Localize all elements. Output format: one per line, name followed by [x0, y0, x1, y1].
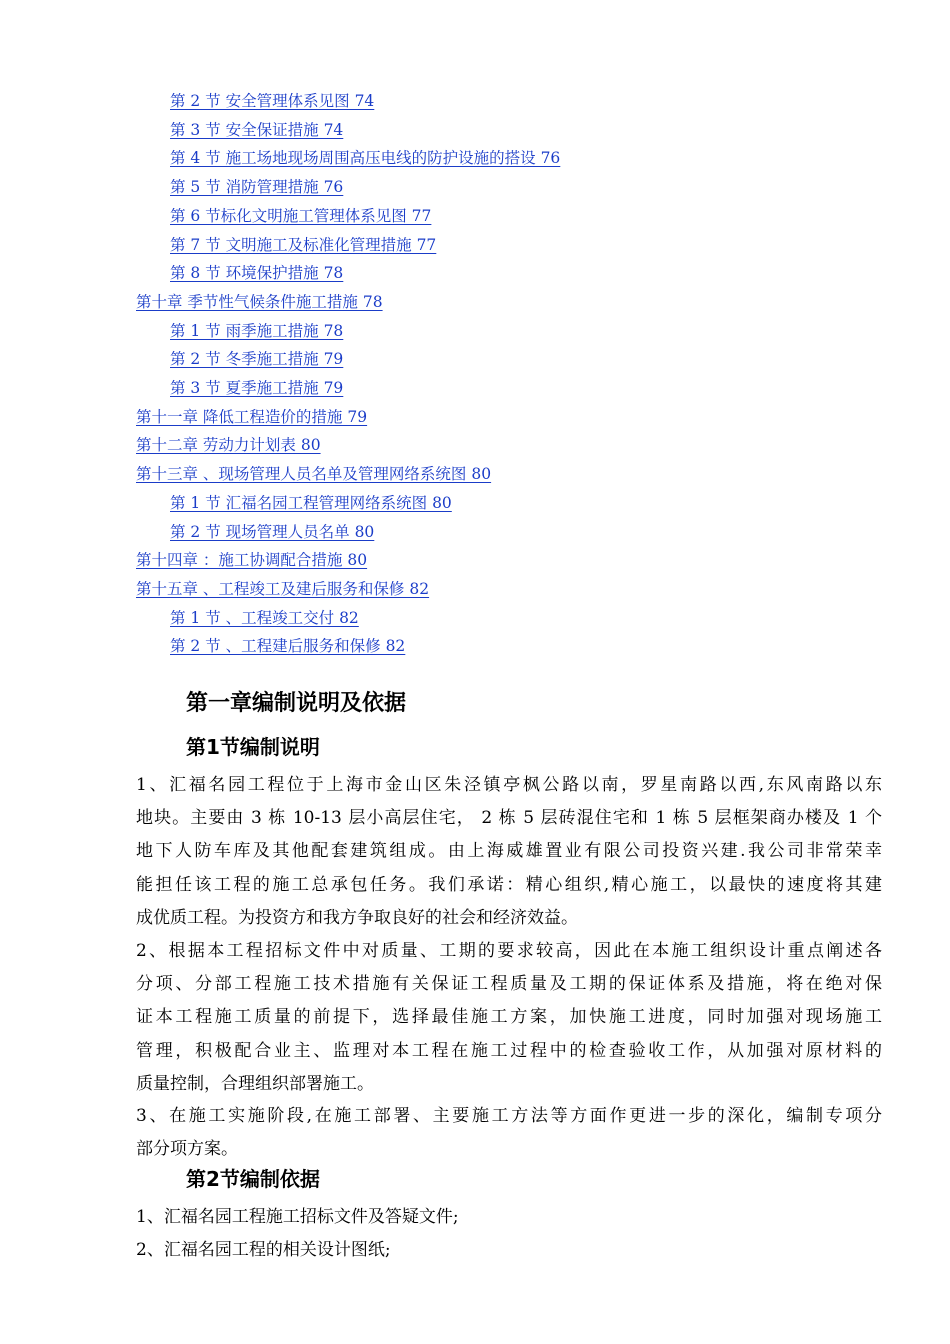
toc-entry[interactable]: 第 1 节 汇福名园工程管理网络系统图 80 [170, 493, 452, 512]
toc-entry[interactable]: 第 2 节 现场管理人员名单 80 [170, 522, 375, 541]
paragraph [136, 769, 882, 935]
text-line: 质量控制，合理组织部署施工。 [136, 1073, 374, 1094]
list [136, 1201, 882, 1267]
toc-chapter-entry[interactable]: 第十二章 劳动力计划表 80 [136, 436, 321, 455]
toc-chapter-entry[interactable]: 第十五章 、工程竣工及建后服务和保修 82 [136, 579, 430, 598]
text-line: 部分项方案。 [136, 1139, 238, 1160]
list-item: 1、汇福名园工程施工招标文件及答疑文件; [136, 1207, 459, 1227]
list-item: 2、汇福名园工程的相关设计图纸; [136, 1240, 391, 1261]
section-heading: 第1节编制说明 [186, 735, 320, 759]
toc-entry[interactable]: 第 1 节 、工程竣工交付 82 [170, 608, 359, 627]
toc-entry[interactable]: 第 1 节 雨季施工措施 78 [170, 321, 344, 340]
toc-entry[interactable]: 第 2 节 、工程建后服务和保修 82 [170, 637, 406, 656]
toc-entry[interactable]: 第 8 节 环境保护措施 78 [170, 264, 344, 283]
text-line: 1、汇福名园工程位于上海市金山区朱泾镇亭枫公路以南，罗星南路以西,东风南路以东 [136, 775, 882, 795]
section-heading: 第2节编制依据 [186, 1167, 320, 1191]
toc-chapter-entry[interactable]: 第十一章 降低工程造价的措施 79 [136, 407, 368, 426]
text-line: 地块。主要由 3 栋 10-13 层小高层住宅， 2 栋 5 层砖混住宅和 1 栋 5 层框架商办楼及 1 个 [136, 808, 882, 829]
text-line: 管理，积极配合业主、监理对本工程在施工过程中的检查验收工作，从加强对原材料的 [136, 1040, 882, 1061]
toc-entry[interactable]: 第 3 节 安全保证措施 74 [170, 120, 344, 139]
paragraph [136, 1100, 882, 1166]
toc-entry[interactable]: 第 6 节标化文明施工管理体系见图 77 [170, 206, 432, 225]
text-line: 3、在施工实施阶段,在施工部署、主要施工方法等方面作更进一步的深化，编制专项分 [136, 1106, 882, 1126]
paragraph [136, 935, 882, 1101]
text-line: 分项、分部工程施工技术措施有关保证工程质量及工期的保证体系及措施，将在绝对保 [136, 974, 882, 995]
toc-chapter-entry[interactable]: 第十章 季节性气候条件施工措施 78 [136, 292, 383, 311]
toc-chapter-entry[interactable]: 第十四章 ：施工协调配合措施 80 [136, 551, 368, 570]
toc-entry[interactable]: 第 5 节 消防管理措施 76 [170, 178, 344, 197]
toc-chapter-entry[interactable]: 第十三章 、现场管理人员名单及管理网络系统图 80 [136, 465, 492, 484]
chapter-heading: 第一章编制说明及依据 [186, 691, 407, 716]
toc-entry[interactable]: 第 2 节 安全管理体系见图 74 [170, 92, 375, 110]
toc-entry[interactable]: 第 4 节 施工场地现场周围高压电线的防护设施的搭设 76 [170, 149, 561, 168]
text-line: 证本工程施工质量的前提下，选择最佳施工方案，加快施工进度，同时加强对现场施工 [136, 1007, 882, 1028]
toc-entry[interactable]: 第 2 节 冬季施工措施 79 [170, 350, 344, 369]
toc-entry[interactable]: 第 7 节 文明施工及标准化管理措施 77 [170, 235, 437, 254]
text-line: 2、根据本工程招标文件中对质量、工期的要求较高，因此在本施工组织设计重点阐述各 [136, 941, 882, 961]
text-line: 地下人防车库及其他配套建筑组成。由上海威雄置业有限公司投资兴建.我公司非常荣幸 [136, 841, 882, 862]
toc-entry[interactable]: 第 3 节 夏季施工措施 79 [170, 379, 344, 397]
text-line: 成优质工程。为投资方和我方争取良好的社会和经济效益。 [136, 907, 578, 928]
text-line: 能担任该工程的施工总承包任务。我们承诺：精心组织,精心施工，以最快的速度将其建 [136, 874, 882, 895]
